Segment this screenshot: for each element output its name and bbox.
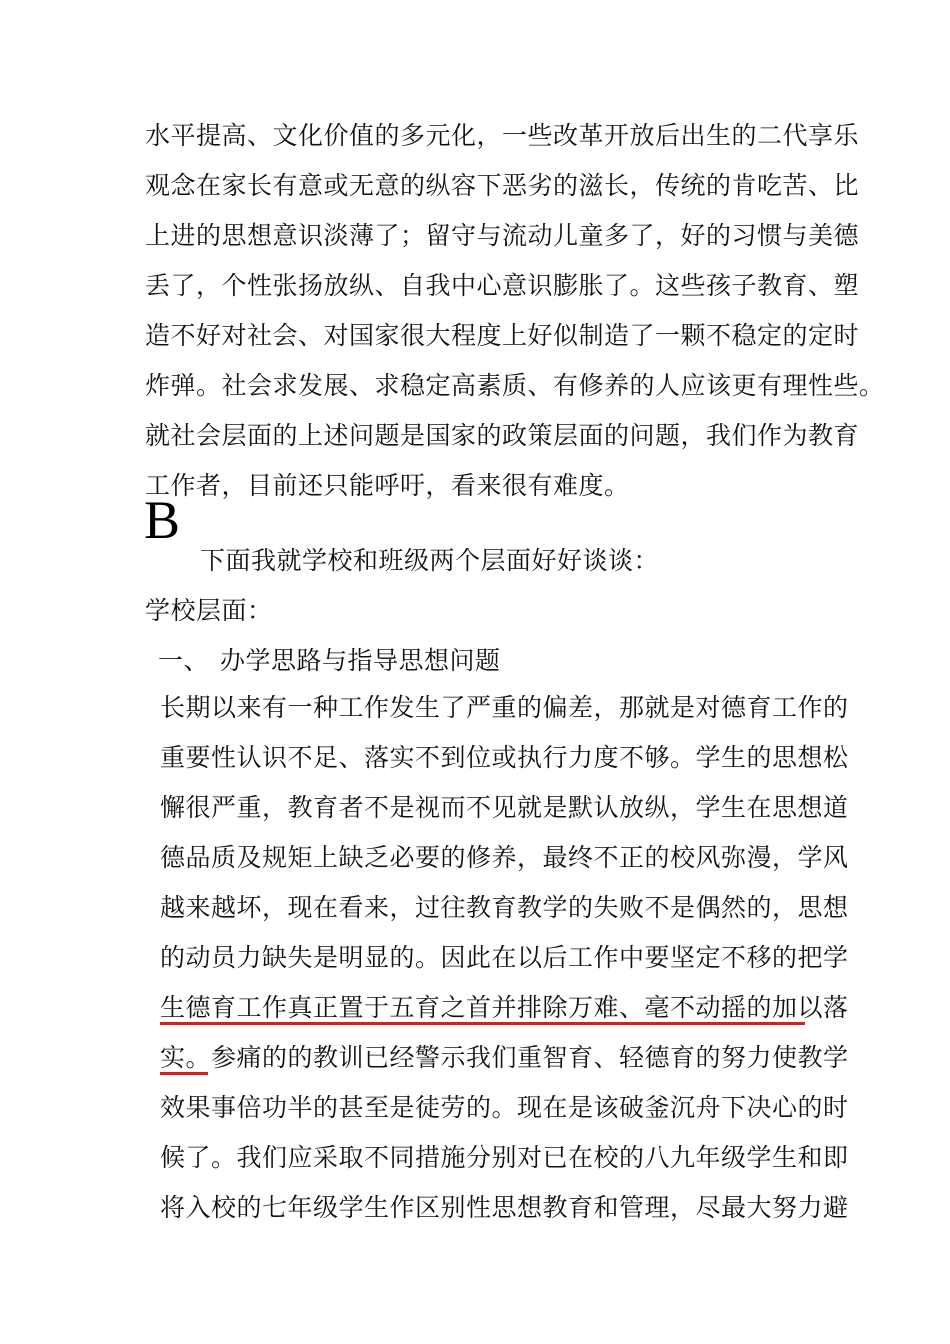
- text-line: 造不好对社会、对国家很大程度上好似制造了一颗不稳定的定时: [145, 321, 860, 350]
- text-line: 生德育工作真正置于五育之首并排除万难、毫不动摇的加以落: [160, 993, 849, 1022]
- section-number: 一、: [158, 646, 210, 675]
- section-title: 办学思路与指导思想问题: [220, 646, 501, 675]
- school-heading: 学校层面：: [145, 596, 273, 625]
- intro-line: 下面我就学校和班级两个层面好好谈谈：: [200, 546, 660, 575]
- red-underline-mark: [160, 1022, 805, 1025]
- text-line: 观念在家长有意或无意的纵容下恶劣的滋长，传统的肯吃苦、比: [145, 171, 860, 200]
- text-line: 的动员力缺失是明显的。因此在以后工作中要坚定不移的把学: [160, 943, 849, 972]
- text-line: 效果事倍功半的甚至是徒劳的。现在是该破釜沉舟下决心的时: [160, 1093, 849, 1122]
- text-line: 实。参痛的的教训已经警示我们重智育、轻德育的努力使教学: [160, 1043, 849, 1072]
- text-line: 工作者，目前还只能呼吁，看来很有难度。: [145, 471, 630, 500]
- drop-letter: B: [144, 490, 181, 550]
- text-line: 将入校的七年级学生作区别性思想教育和管理，尽最大努力避: [160, 1193, 849, 1222]
- text-line: 德品质及规矩上缺乏必要的修养，最终不正的校风弥漫，学风: [160, 843, 849, 872]
- text-line: 长期以来有一种工作发生了严重的偏差，那就是对德育工作的: [160, 693, 849, 722]
- text-line: 上进的思想意识淡薄了；留守与流动儿童多了，好的习惯与美德: [145, 221, 860, 250]
- text-line: 懈很严重，教育者不是视而不见就是默认放纵，学生在思想道: [160, 793, 849, 822]
- text-line: 重要性认识不足、落实不到位或执行力度不够。学生的思想松: [160, 743, 849, 772]
- text-line: 水平提高、文化价值的多元化，一些改革开放后出生的二代享乐: [145, 121, 860, 150]
- text-line: 丢了，个性张扬放纵、自我中心意识膨胀了。这些孩子教育、塑: [145, 271, 860, 300]
- red-underline-mark: [160, 1072, 208, 1075]
- text-line: 炸弹。社会求发展、求稳定高素质、有修养的人应该更有理性些。: [145, 371, 885, 400]
- text-line: 候了。我们应采取不同措施分别对已在校的八九年级学生和即: [160, 1143, 849, 1172]
- text-line: 越来越坏，现在看来，过往教育教学的失败不是偶然的，思想: [160, 893, 849, 922]
- text-line: 就社会层面的上述问题是国家的政策层面的问题，我们作为教育: [145, 421, 860, 450]
